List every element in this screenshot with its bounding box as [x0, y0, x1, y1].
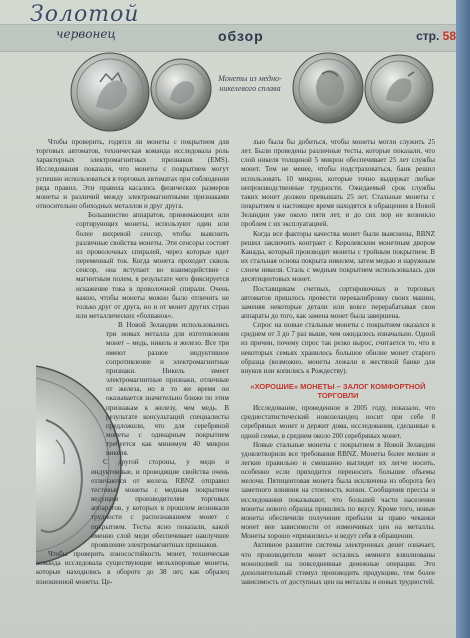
- paragraph: Чтобы проверить износостойкость монет, техническая команда исследовала существующие мельхиоровые монеты, которые находились в обороте до 38 лет, как образец изношенной монеты. Це-: [36, 550, 229, 586]
- logo-bottom-text: червонец: [56, 27, 116, 41]
- paragraph: Новые стальные монеты с покрытием в Новой Зеландии удовлетворили все требования RBNZ. Монеты более мелкие и легкие правильно и смешанно выглядят их легче носить, особенно если приходится переносить большие объемы мелочи. Пятицентовая монета была исключена из оборота без заметного влияния на стоимость жизни. Сообщения прессы и исследования показывают, что большей части населения монеты нового образца пришлись по вкусу. Кроме того, новые монеты обеспечили получение прибыли за право чеканки монет вне зависимости от изменчивых цен на металлы. Монеты хорошо «прижились» и ведут себя в обращении.: [241, 440, 435, 541]
- paragraph: Исследование, проведенное в 2005 году, показало, что среднестатистический новозеландец носит при себе 8 серебряных монет и держит дома, исследования, сделанные в одной семье, в среднем около 200 серебряных монет.: [241, 404, 435, 440]
- page-number: [416, 29, 456, 43]
- paragraph: лью была бы добиться, чтобы монеты могли служить 25 лет. Были проведены различные тесты, которые показали, что слой никеля толщиной 5 микрон обеспечивает 25 лет службы монет. Тем не менее, чтобы подстраховаться, банк решил использовать 10 микрон, которые точно выдержат любые непроизводственные трудности. Ожидаемый срок службы таких монет должен превышать 25 лет. Стальные монеты с покрытием в настоящее время находятся в обращении в Новой Зеландии уже около пяти лет, и до сих пор не возникло проблем с их эксплуатацией.: [241, 138, 435, 229]
- coin-image: [150, 58, 212, 120]
- section-subheading: «ХОРОШИЕ» МОНЕТЫ – ЗАЛОГ КОМФОРТНОЙ ТОРГОВЛИ: [250, 382, 426, 401]
- paragraph: Активное развитие системы электронных денег означает, что производители монет остались немного взволнованы монополией на повседневные денежные операции. Это дополнительный стимул производить продукцию, тем более зависимость от доступных цен на металлы и новых трудностей.: [241, 541, 435, 587]
- logo-top-text: Золотой: [30, 2, 140, 27]
- coin-image: [364, 54, 434, 124]
- paragraph: В Новой Зеландии использовались три новых металла для изготовления монет – медь, никель и железо. Все три имеют разное индуктивное сопротивление и электромагнитные признаки. Никель имеет электромагнитные признаки, отличные от железа, но в то же время он оказывается значительно ближе по этим признакам к железу, чем медь. В результате консультаций специалисты предложили, что для серебряной монеты с одинарным покрытием требуется как минимум 40 микрон никеля.: [106, 321, 229, 458]
- coins-caption: Монеты из медно-никелевого сплава: [218, 74, 282, 93]
- section-label: обзор: [218, 28, 264, 44]
- page-number-value: 58: [442, 29, 456, 43]
- paragraph: Большинство аппаратов, принимающих или сортирующих монеты, используют один или более вихревой сенсор, чтобы выяснить различные свойства монеты. Эти сенсоры состоят из проволочных спиралей, через которые идет переменный ток. Когда монета проходит сквозь сенсор, она вступает во взаимодействие с магнитным полем, в результате чего фиксируется искажение тока в проволочной спирали. Очень важно, чтобы монеты можно было отличить не только друг от друга, но и от монет других стран или металлических «болванок».: [76, 211, 229, 320]
- coin-image: [70, 52, 150, 132]
- page-prefix: стр.: [416, 29, 440, 43]
- right-column: [241, 138, 435, 587]
- left-column: [36, 138, 229, 587]
- paragraph: Поставщикам счетных, сортировочных и торговых автоматов пришлось провести перекалибровку своих машин, заменяя некоторые детали или вовсе перерабатывая свои аппараты до того, как замена монет была завершена.: [241, 284, 435, 320]
- paragraph: С другой стороны, у меди и индуктивные, и проводящие свойства очень отличаются от железа. RBNZ отправил тестовые монеты с медным покрытием ведущим производителям торговых аппаратов, у которых в прошлом возникали трудности с распознаванием монет с покрытием. Тесты ясно показали, какой именно слой меди обеспечивает наилучшее проявление электромагнитных признаков.: [91, 458, 229, 549]
- paragraph: Чтобы проверить, годятся ли монеты с покрытием для торговых автоматов, техническая команда исследовала роль характерных электромагнитных признаков (EMS). Исследования показали, что монеты с покрытием могут успешно использоваться в торговых автоматах при соблюдении ряда правил. Эти правила касались физических размеров монеты и различий между электромагнитными признаками относительно обиходных металлов и друг друга.: [36, 138, 229, 211]
- paragraph: Когда все факторы качества монет были выяснены, RBNZ решил заключить контракт с Королевским монетным двором Канады, который производит монеты с тройным покрытием. В их стальная основа покрыта никелем, затем медью и наружным слоем никеля. Сталь с медным покрытием использовалась для десятицентовых монет.: [241, 229, 435, 284]
- paragraph: Спрос на новые стальные монеты с покрытием оказался в среднем от 3 до 7 раз выше, чем ожидалось изначально. Одной из причин, почему спрос так резко вырос, считается то, что в некоторых семьях хранилось большое обилие монет старого образца (возможно, монеты лежали в жестяной банке для внуков или копились к Рождеству).: [241, 321, 435, 375]
- coin-image: [292, 52, 364, 124]
- magazine-logo: [16, 2, 166, 54]
- coin-photos: [0, 50, 470, 132]
- page-edge-stripe: [456, 0, 470, 638]
